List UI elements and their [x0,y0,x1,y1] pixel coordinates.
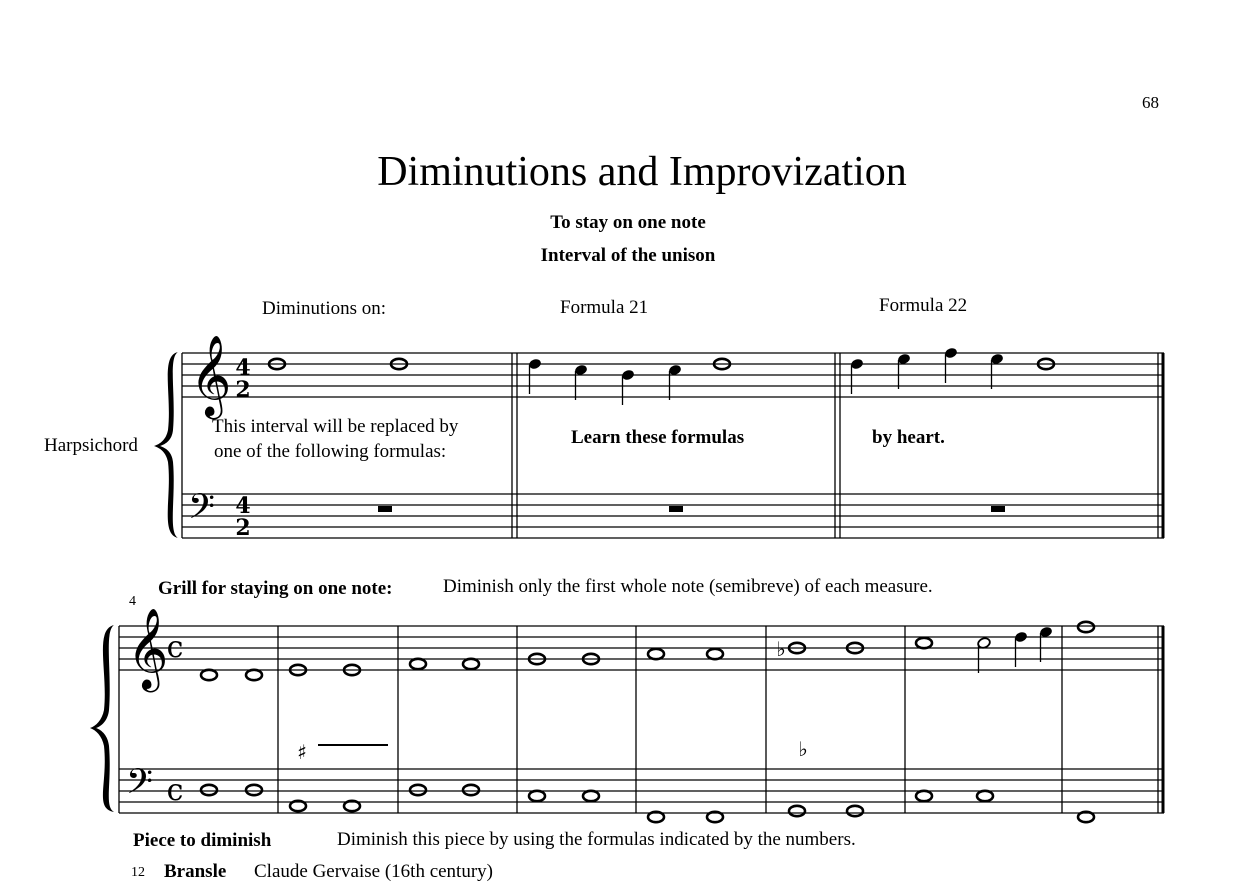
interval-text-line2: one of the following formulas: [214,441,447,462]
composer-name: Claude Gervaise (16th century) [254,861,493,882]
page-title: Diminutions and Improvization [377,149,907,195]
bass-clef-1: 𝄢 [188,486,216,535]
measure-number-4: 4 [129,594,136,609]
grill-instruction: Diminish only the first whole note (semibreve) of each measure. [443,576,933,597]
common-time-treble: c [166,630,184,665]
whole-note [463,785,479,795]
piece-title: Bransle [164,861,227,882]
instrument-name: Harpsichord [44,435,138,456]
whole-note [201,670,217,680]
flat-sign: ♭ [798,737,808,761]
whole-note [977,791,993,801]
whole-note [847,806,863,816]
common-time-bass: c [166,773,184,808]
whole-note [201,785,217,795]
page-number: 68 [1142,93,1159,112]
treble-clef-2: 𝄞 [127,607,169,689]
whole-note [789,806,805,816]
staff-lines [119,353,1164,813]
time-sig-top-bass: 4 [235,493,251,519]
whole-note [246,670,262,680]
treble-clef-1: 𝄞 [190,334,232,416]
bass-clef-2: 𝄢 [126,761,154,810]
whole-note [916,791,932,801]
time-sig-top-treble: 4 [235,355,251,381]
whole-rest [669,506,683,512]
by-heart-text: by heart. [872,427,945,448]
brace-system1 [154,352,178,538]
flat-sign-b: ♭ [776,637,786,661]
whole-note [246,785,262,795]
brace-system2 [90,625,114,812]
whole-note [463,659,479,669]
label-formula-21: Formula 21 [560,297,649,318]
whole-note [529,791,545,801]
label-formula-22: Formula 22 [879,295,968,316]
time-sig-bottom-treble: 2 [235,377,251,403]
whole-note [410,785,426,795]
notes [201,347,1094,822]
whole-rest [378,506,392,512]
whole-note [916,638,932,648]
whole-note [648,649,664,659]
label-diminutions-on: Diminutions on: [262,298,387,319]
learn-formulas-text: Learn these formulas [571,427,745,448]
piece-instruction: Diminish this piece by using the formulas indicated by the numbers. [337,829,856,850]
whole-note [707,649,723,659]
whole-note [583,791,599,801]
piece-heading: Piece to diminish [133,830,272,851]
whole-note [1078,622,1094,632]
sharp-sign: ♯ [297,740,307,764]
grill-heading: Grill for staying on one note: [158,578,393,599]
whole-note [410,659,426,669]
measure-number-12: 12 [131,865,145,880]
subtitle-interval-unison: Interval of the unison [540,245,716,266]
time-sig-bottom-bass: 2 [235,515,251,541]
interval-text-line1: This interval will be replaced by [212,416,459,437]
whole-rest [991,506,1005,512]
subtitle-stay-on-one-note: To stay on one note [550,212,706,233]
